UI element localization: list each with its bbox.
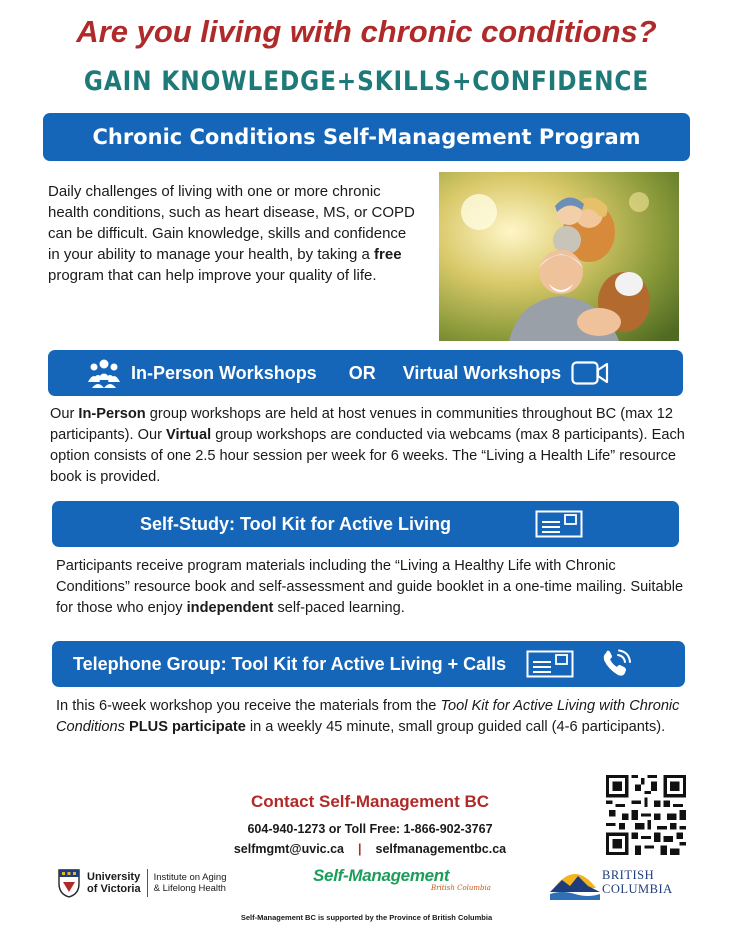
or-label: OR <box>348 362 376 383</box>
telephone-text-3: in a weekly 45 minute, small group guided call (4-6 participants). <box>245 719 666 735</box>
uvic-line-2: of Victoria <box>87 883 141 895</box>
subhead: GAIN KNOWLEDGE+SKILLS+CONFIDENCE <box>83 66 650 97</box>
headline: Are you living with chronic conditions? <box>76 14 657 49</box>
sm-logo-sub: British Columbia <box>431 884 491 892</box>
telephone-banner <box>52 641 685 687</box>
institute-line-1: Institute on Aging <box>153 872 227 883</box>
uvic-logo <box>57 867 257 899</box>
intro-text-2: program that can help improve your quality of life. <box>48 267 377 284</box>
workshops-in-person-bold: In-Person <box>78 406 146 422</box>
self-management-logo <box>313 866 493 892</box>
footer-note: Self-Management BC is supported by the Province of British Columbia <box>240 913 493 922</box>
bc-line-2: COLUMBIA <box>602 882 673 896</box>
logo-divider <box>147 869 148 897</box>
contact-website[interactable]: selfmanagementbc.ca <box>375 842 507 856</box>
uvic-name <box>87 871 141 895</box>
workshops-virtual-bold: Virtual <box>165 427 212 443</box>
british-columbia-logo <box>550 866 690 900</box>
video-camera-icon <box>571 360 609 386</box>
bc-line-1: BRITISH <box>602 868 655 882</box>
uvic-line-1: University <box>87 871 141 883</box>
program-banner-label: Chronic Conditions Self-Management Program <box>92 125 641 149</box>
self-study-text-1: Participants receive program materials including the “Living a Healthy Life with Chronic Conditions” resource book and self-assessment and guide booklet in a one-time mailing. Suitable for those who enjoy <box>56 558 684 616</box>
institute-name <box>154 872 227 894</box>
telephone-paragraph <box>56 696 686 738</box>
self-study-text-2: self-paced learning. <box>273 600 405 616</box>
self-study-paragraph <box>56 556 686 619</box>
phone-call-icon <box>600 649 632 679</box>
telephone-label: Telephone Group: Tool Kit for Active Living + Calls <box>73 653 507 674</box>
self-study-banner <box>52 501 679 547</box>
qr-code-icon[interactable] <box>606 775 686 855</box>
intro-free-word: free <box>374 246 402 263</box>
workshops-text-2: group workshops are held at host venues in communities throughout BC (max 12 participants). Our <box>50 406 673 443</box>
in-person-label: In-Person Workshops <box>131 362 317 383</box>
bc-sun-icon <box>550 866 600 900</box>
self-study-label: Self-Study: Tool Kit for Active Living <box>140 513 452 534</box>
contact-separator: | <box>358 842 362 856</box>
sm-logo-main: Self-Management <box>313 866 450 885</box>
mail-kit-icon <box>535 510 583 538</box>
group-people-icon <box>86 358 122 388</box>
uvic-crest-icon <box>57 868 81 898</box>
intro-text-1: Daily challenges of living with one or more chronic health conditions, such as heart disease, MS, or COPD can be difficult. Gain knowledge, skills and confidence in your ability to manage your health, by taking a <box>48 183 415 263</box>
bc-logo-text <box>602 868 673 896</box>
institute-line-2: & Lifelong Health <box>153 883 226 894</box>
virtual-label: Virtual Workshops <box>402 362 562 383</box>
mail-kit-icon-2 <box>526 650 574 678</box>
workshops-banner <box>48 350 683 396</box>
contact-phone: 604-940-1273 or Toll Free: 1-866-902-3767 <box>247 822 493 836</box>
workshops-text-3: group workshops are conducted via webcams (max 8 participants). Each option consists of one 2.5 hour session per week for 6 weeks. The “Living a Health Life” resource book is provided. <box>50 427 685 485</box>
contact-email[interactable]: selfmgmt@uvic.ca <box>233 842 345 856</box>
seniors-photo <box>439 172 679 341</box>
contact-links <box>160 842 580 856</box>
workshops-paragraph <box>50 404 690 488</box>
telephone-toolkit-italic: Tool Kit for Active Living with Chronic Conditions <box>56 698 680 735</box>
self-study-independent-bold: independent <box>186 600 274 616</box>
contact-title: Contact Self-Management BC <box>250 792 490 811</box>
program-banner <box>43 113 690 161</box>
telephone-plus-bold: PLUS participate <box>129 719 246 735</box>
intro-paragraph <box>48 181 418 286</box>
workshops-text-1: Our <box>50 406 79 422</box>
telephone-text-1: In this 6-week workshop you receive the materials from the <box>56 698 441 714</box>
